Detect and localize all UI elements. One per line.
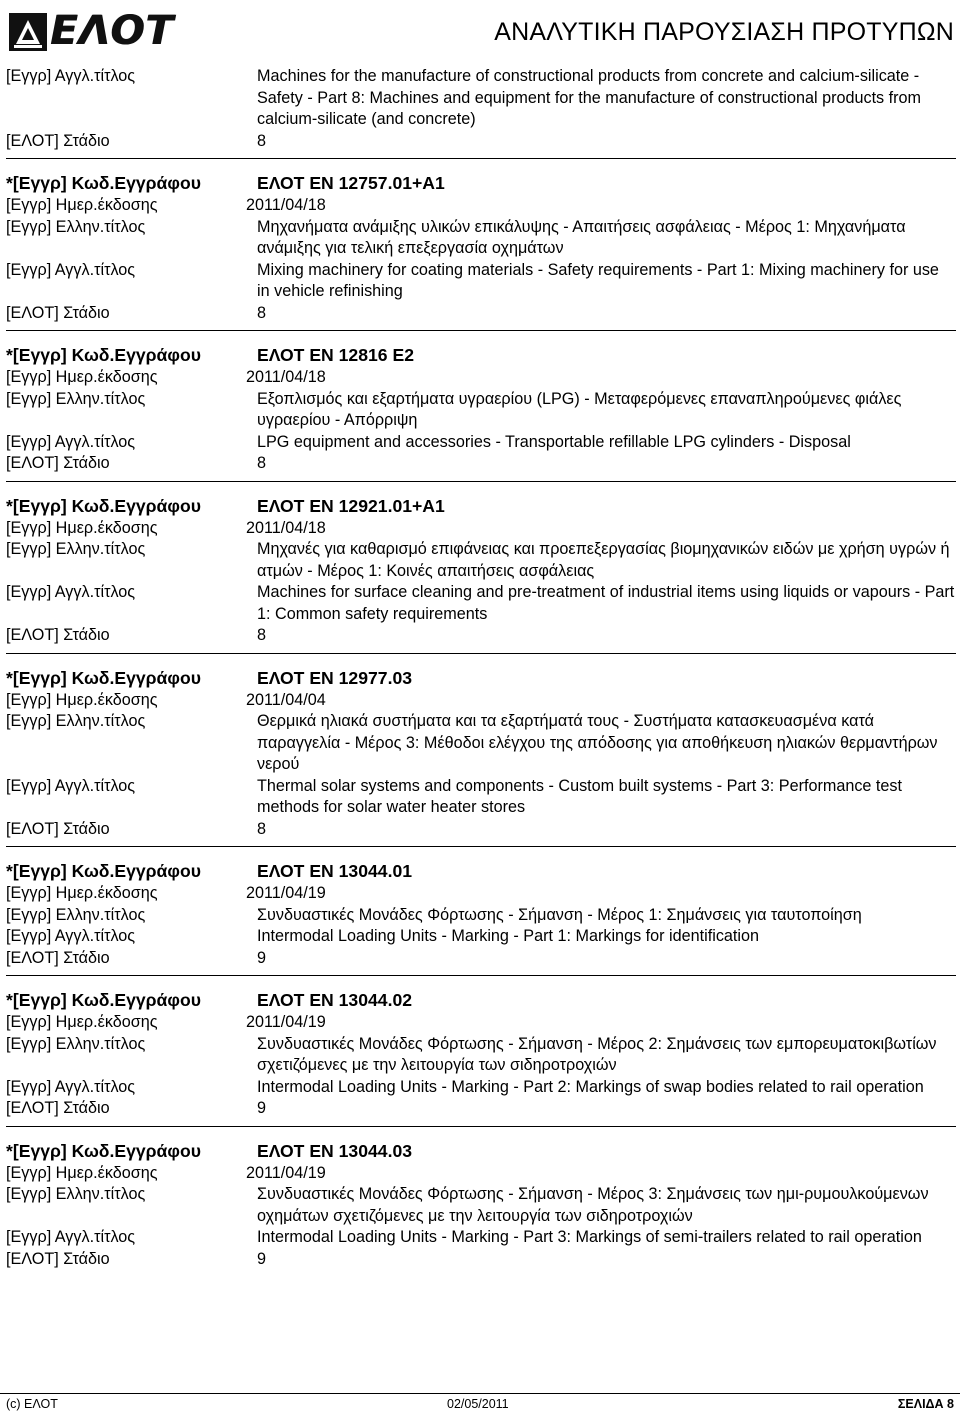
date-label: [Εγγρ] Ημερ.έκδοσης xyxy=(6,1163,158,1182)
elot-logo-icon xyxy=(8,12,48,52)
code-row xyxy=(6,1139,956,1163)
en-title-label: [Εγγρ] Αγγλ.τίτλος xyxy=(6,927,136,945)
gr-title-value: Μηχανές για καθαρισμό επιφάνειας και προεπεξεργασίας βιομηχανικών ειδών με χρήση υγρών ή ατμών - Μέρος 1: Κοινές απαιτήσεις ασφάλειας xyxy=(257,540,950,580)
gr-title-value: Συνδυαστικές Μονάδες Φόρτωσης - Σήμανση - Μέρος 1: Σημάνσεις για ταυτοποίηση xyxy=(257,905,862,924)
stage-row xyxy=(6,131,956,153)
date-label: [Εγγρ] Ημερ.έκδοσης xyxy=(6,1013,158,1031)
code-label: *[Εγγρ] Κωδ.Εγγράφου xyxy=(6,173,201,193)
gr-title-label: [Εγγρ] Ελλην.τίτλος xyxy=(6,1034,146,1053)
en-title-value: Intermodal Loading Units - Marking - Part 3: Markings of semi-trailers related to rail operation xyxy=(257,1228,922,1246)
standard-record xyxy=(6,1126,956,1271)
gr-title-label: [Εγγρ] Ελλην.τίτλος xyxy=(6,712,146,730)
gr-title-row xyxy=(6,217,956,260)
elot-logo xyxy=(8,8,174,54)
date-value: 2011/04/04 xyxy=(246,690,326,709)
en-title-value: LPG equipment and accessories - Transportable refillable LPG cylinders - Disposal xyxy=(257,432,851,451)
code-value: ΕΛΟΤ EN 12977.03 xyxy=(257,667,413,688)
record-body xyxy=(6,654,956,841)
en-title-value: Intermodal Loading Units - Marking - Part 2: Markings of swap bodies related to rail operation xyxy=(257,1077,924,1096)
record-body xyxy=(6,976,956,1120)
stage-row xyxy=(6,453,956,475)
record-body xyxy=(6,482,956,647)
page-header xyxy=(0,0,960,62)
code-value: ΕΛΟΤ EN 13044.02 xyxy=(257,990,413,1010)
gr-title-value: Θερμικά ηλιακά συστήματα και τα εξαρτήματά τους - Συστήματα κατασκευασμένα κατά παραγγελία - Μέρος 3: Μέθοδοι ελέγχου της απόδοσης για αποθήκευση ηλιακών θερμαντήρων νερού xyxy=(257,712,938,773)
stage-value: 8 xyxy=(257,454,267,472)
gr-title-label: [Εγγρ] Ελλην.τίτλος xyxy=(6,540,146,558)
date-row xyxy=(6,1012,956,1034)
code-value: ΕΛΟΤ EN 13044.01 xyxy=(257,861,413,881)
date-label: [Εγγρ] Ημερ.έκδοσης xyxy=(6,518,158,537)
en-title-label: [Εγγρ] Αγγλ.τίτλος xyxy=(6,776,136,795)
gr-title-value: Συνδυαστικές Μονάδες Φόρτωσης - Σήμανση - Μέρος 3: Σημάνσεις των ημι-ρυμουλκούμενων οχημάτων σχετιζόμενες με την λειτουργία των σιδηροτροχιών xyxy=(257,1185,929,1225)
standard-record xyxy=(6,330,956,475)
standard-record xyxy=(6,975,956,1120)
en-title-row xyxy=(6,926,956,948)
date-value: 2011/04/19 xyxy=(246,1163,326,1182)
stage-value: 8 xyxy=(257,303,267,322)
code-row xyxy=(6,988,956,1012)
record-body xyxy=(6,159,956,324)
date-value: 2011/04/18 xyxy=(246,368,326,386)
date-value: 2011/04/18 xyxy=(246,518,326,537)
date-row xyxy=(6,883,956,905)
en-title-row xyxy=(6,1077,956,1099)
stage-label: [ΕΛΟΤ] Στάδιο xyxy=(6,1099,110,1117)
en-title-label: [Εγγρ] Αγγλ.τίτλος xyxy=(6,260,136,279)
stage-label: [ΕΛΟΤ] Στάδιο xyxy=(6,454,110,472)
logo-wordmark: ΕΛΟΤ xyxy=(50,8,174,54)
standards-list xyxy=(6,66,956,1270)
gr-title-row xyxy=(6,1034,956,1077)
en-title-value: Intermodal Loading Units - Marking - Part 1: Markings for identification xyxy=(257,927,760,945)
en-title-label: [Εγγρ] Αγγλ.τίτλος xyxy=(6,1228,136,1246)
stage-row xyxy=(6,1249,956,1271)
en-title-label: [Εγγρ] Αγγλ.τίτλος xyxy=(6,583,136,601)
code-value: ΕΛΟΤ EN 12816 E2 xyxy=(257,345,414,365)
stage-value: 9 xyxy=(257,1249,267,1268)
code-value: ΕΛΟΤ EN 12921.01+A1 xyxy=(257,495,445,516)
date-value: 2011/04/19 xyxy=(246,1013,326,1031)
en-title-row xyxy=(6,260,956,303)
standard-record xyxy=(6,158,956,324)
standard-record xyxy=(6,846,956,969)
stage-label: [ΕΛΟΤ] Στάδιο xyxy=(6,626,110,644)
gr-title-row xyxy=(6,905,956,927)
code-row xyxy=(6,859,956,883)
date-label: [Εγγρ] Ημερ.έκδοσης xyxy=(6,884,158,902)
code-label: *[Εγγρ] Κωδ.Εγγράφου xyxy=(6,495,201,516)
en-title-row xyxy=(6,66,956,131)
stage-row xyxy=(6,948,956,970)
date-label: [Εγγρ] Ημερ.έκδοσης xyxy=(6,368,158,386)
standard-record xyxy=(6,481,956,647)
date-value: 2011/04/19 xyxy=(246,884,326,902)
en-title-value: Machines for the manufacture of constructional products from concrete and calcium-silicate - Safety - Part 8: Machines and equipment for the manufacture of constructional products from calcium-silicate (and concrete) xyxy=(257,67,922,128)
en-title-row xyxy=(6,582,956,625)
standard-record xyxy=(6,653,956,841)
stage-value: 8 xyxy=(257,131,267,150)
footer-divider xyxy=(0,1393,960,1394)
en-title-row xyxy=(6,776,956,819)
date-value: 2011/04/18 xyxy=(246,196,326,214)
stage-value: 9 xyxy=(257,1099,267,1117)
stage-value: 9 xyxy=(257,948,267,967)
gr-title-row xyxy=(6,1184,956,1227)
gr-title-row xyxy=(6,539,956,582)
stage-row xyxy=(6,625,956,647)
en-title-label: [Εγγρ] Αγγλ.τίτλος xyxy=(6,432,136,451)
code-label: *[Εγγρ] Κωδ.Εγγράφου xyxy=(6,861,201,881)
record-body xyxy=(6,847,956,969)
date-label: [Εγγρ] Ημερ.έκδοσης xyxy=(6,196,158,214)
date-row xyxy=(6,518,956,540)
code-label: *[Εγγρ] Κωδ.Εγγράφου xyxy=(6,667,201,688)
stage-row xyxy=(6,303,956,325)
page-title: ΑΝΑΛΥΤΙΚΗ ΠΑΡΟΥΣΙΑΣΗ ΠΡΟΤΥΠΩΝ xyxy=(494,18,954,46)
stage-label: [ΕΛΟΤ] Στάδιο xyxy=(6,1249,110,1268)
record-body xyxy=(6,1127,956,1271)
stage-row xyxy=(6,1098,956,1120)
footer-date: 02/05/2011 xyxy=(447,1397,509,1411)
en-title-label: [Εγγρ] Αγγλ.τίτλος xyxy=(6,67,136,85)
gr-title-label: [Εγγρ] Ελλην.τίτλος xyxy=(6,1185,146,1203)
code-value: ΕΛΟΤ EN 13044.03 xyxy=(257,1140,413,1161)
gr-title-row xyxy=(6,389,956,432)
code-row xyxy=(6,494,956,518)
date-row xyxy=(6,690,956,712)
gr-title-row xyxy=(6,711,956,776)
code-label: *[Εγγρ] Κωδ.Εγγράφου xyxy=(6,345,201,365)
records-container xyxy=(6,158,956,1270)
stage-label: [ΕΛΟΤ] Στάδιο xyxy=(6,819,110,838)
gr-title-value: Συνδυαστικές Μονάδες Φόρτωσης - Σήμανση - Μέρος 2: Σημάνσεις των εμπορευματοκιβωτίων σχετιζόμενες με την λειτουργία των σιδηροτροχιών xyxy=(257,1034,937,1074)
gr-title-value: Εξοπλισμός και εξαρτήματα υγραερίου (LPG) - Μεταφερόμενες επαναπληρούμενες φιάλες υγραερίου - Απόρριψη xyxy=(257,389,902,429)
record-body xyxy=(6,331,956,475)
stage-value: 8 xyxy=(257,819,267,838)
en-title-label: [Εγγρ] Αγγλ.τίτλος xyxy=(6,1077,136,1096)
gr-title-value: Μηχανήματα ανάμιξης υλικών επικάλυψης - Απαιτήσεις ασφάλειας - Μέρος 1: Μηχανήματα ανάμιξης για τελική επεξεργασία οχημάτων xyxy=(257,217,906,257)
continued-record xyxy=(6,66,956,152)
code-label: *[Εγγρ] Κωδ.Εγγράφου xyxy=(6,1140,201,1161)
code-value: ΕΛΟΤ EN 12757.01+A1 xyxy=(257,173,445,193)
gr-title-label: [Εγγρ] Ελλην.τίτλος xyxy=(6,217,146,236)
date-label: [Εγγρ] Ημερ.έκδοσης xyxy=(6,690,158,709)
en-title-value: Thermal solar systems and components - Custom built systems - Part 3: Performance test methods for solar water heater stores xyxy=(257,776,903,816)
code-row xyxy=(6,171,956,195)
en-title-row xyxy=(6,1227,956,1249)
en-title-row xyxy=(6,432,956,454)
en-title-value: Mixing machinery for coating materials - Safety requirements - Part 1: Mixing machinery for use in vehicle refinishing xyxy=(257,260,939,300)
date-row xyxy=(6,1163,956,1185)
stage-label: [ΕΛΟΤ] Στάδιο xyxy=(6,131,110,150)
code-row xyxy=(6,343,956,367)
footer-copyright: (c) ΕΛΟΤ xyxy=(6,1397,58,1411)
stage-value: 8 xyxy=(257,626,267,644)
gr-title-label: [Εγγρ] Ελλην.τίτλος xyxy=(6,905,146,924)
page-footer xyxy=(6,1397,954,1413)
date-row xyxy=(6,195,956,217)
code-label: *[Εγγρ] Κωδ.Εγγράφου xyxy=(6,990,201,1010)
en-title-value: Machines for surface cleaning and pre-treatment of industrial items using liquids or vapours - Part 1: Common safety requirements xyxy=(257,583,955,623)
gr-title-label: [Εγγρ] Ελλην.τίτλος xyxy=(6,389,146,408)
stage-label: [ΕΛΟΤ] Στάδιο xyxy=(6,303,110,322)
footer-page-number: ΣΕΛΙΔΑ 8 xyxy=(897,1397,954,1411)
stage-label: [ΕΛΟΤ] Στάδιο xyxy=(6,948,110,967)
stage-row xyxy=(6,819,956,841)
date-row xyxy=(6,367,956,389)
code-row xyxy=(6,666,956,690)
